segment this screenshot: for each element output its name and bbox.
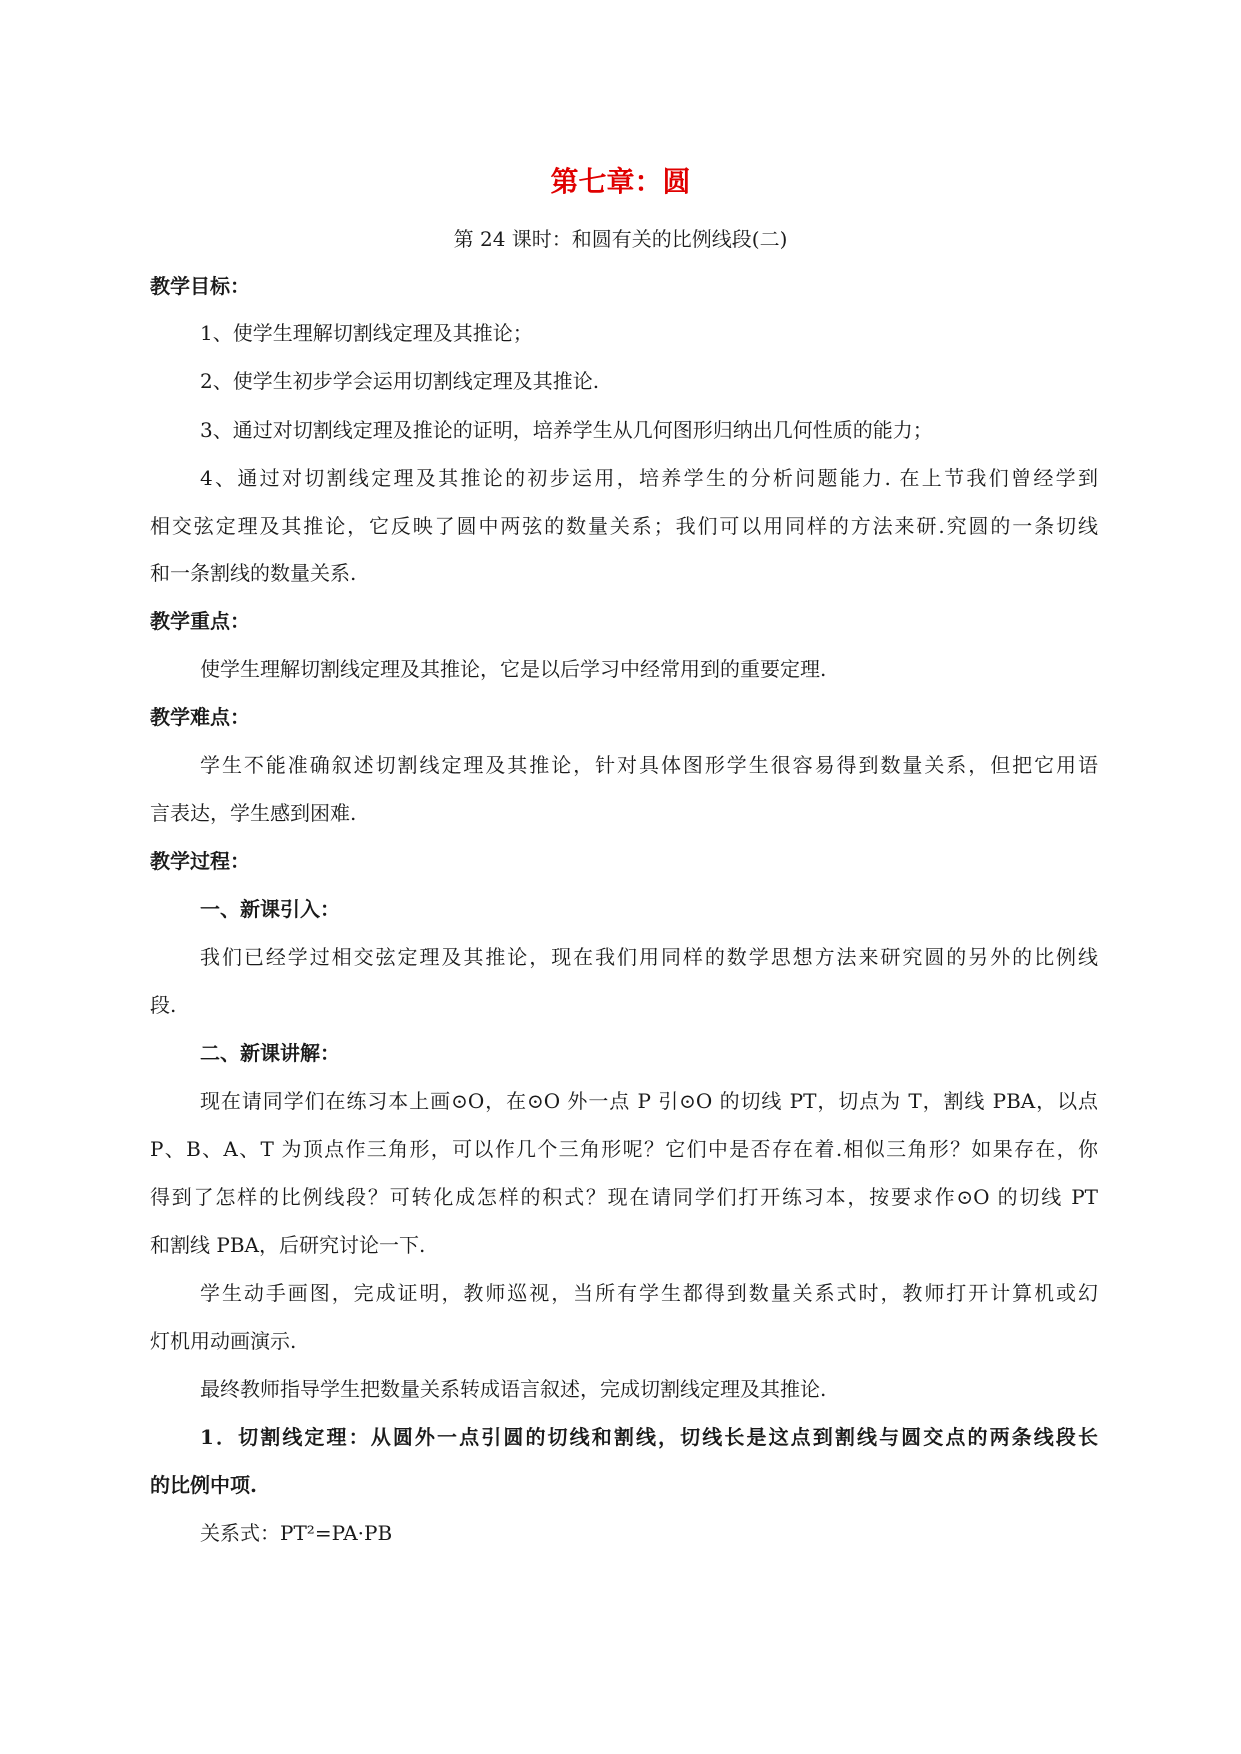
- objective-item: 3、通过对切割线定理及推论的证明，培养学生从几何图形归纳出几何性质的能力；: [200, 418, 933, 442]
- explanation-paragraph: 和割线 PBA，后研究讨论一下.: [150, 1233, 426, 1257]
- section-new-lesson-explanation-heading: 二、新课讲解：: [200, 1041, 340, 1065]
- difficulties-heading: 教学难点：: [150, 705, 250, 729]
- tangent-secant-theorem: 1．切割线定理：从圆外一点引圆的切线和割线，切线长是这点到割线与圆交点的两条线段长: [200, 1425, 1098, 1449]
- student-activity-text: 学生动手画图，完成证明，教师巡视，当所有学生都得到数量关系式时，教师打开计算机或幻: [200, 1281, 1098, 1305]
- objective-item-continued: 相交弦定理及其推论，它反映了圆中两弦的数量关系；我们可以用同样的方法来研.究圆的一条切线: [150, 514, 1098, 538]
- explanation-paragraph: P、B、A、T 为顶点作三角形，可以作几个三角形呢？它们中是否存在着.相似三角形？如果存在，你: [150, 1137, 1098, 1161]
- tangent-secant-theorem-continued: 的比例中项.: [150, 1473, 257, 1497]
- key-points-heading: 教学重点：: [150, 609, 250, 633]
- student-activity-text-continued: 灯机用动画演示.: [150, 1329, 297, 1353]
- difficulties-text: 学生不能准确叙述切割线定理及其推论，针对具体图形学生很容易得到数量关系，但把它用语: [200, 753, 1098, 777]
- teacher-guidance-text: 最终教师指导学生把数量关系转成语言叙述，完成切割线定理及其推论.: [200, 1377, 827, 1401]
- relation-formula: 关系式：PT²=PA·PB: [200, 1521, 393, 1545]
- explanation-paragraph: 得到了怎样的比例线段？可转化成怎样的积式？现在请同学们打开练习本，按要求作⊙O 的切线 PT: [150, 1185, 1098, 1209]
- difficulties-text-continued: 言表达，学生感到困难.: [150, 801, 357, 825]
- objective-item: 2、使学生初步学会运用切割线定理及其推论.: [200, 369, 600, 393]
- objective-item: 4、通过对切割线定理及其推论的初步运用，培养学生的分析问题能力. 在上节我们曾经学到: [200, 466, 1098, 490]
- explanation-paragraph: 现在请同学们在练习本上画⊙O，在⊙O 外一点 P 引⊙O 的切线 PT，切点为 T，割线 PBA，以点: [200, 1089, 1098, 1113]
- intro-text: 我们已经学过相交弦定理及其推论，现在我们用同样的数学思想方法来研究圆的另外的比例线: [200, 945, 1098, 969]
- objectives-heading: 教学目标：: [150, 274, 250, 298]
- intro-text-continued: 段.: [150, 993, 177, 1017]
- objective-item: 1、使学生理解切割线定理及其推论；: [200, 321, 533, 345]
- key-points-text: 使学生理解切割线定理及其推论，它是以后学习中经常用到的重要定理.: [200, 657, 827, 681]
- section-new-lesson-intro-heading: 一、新课引入：: [200, 897, 340, 921]
- objective-item-continued: 和一条割线的数量关系.: [150, 561, 357, 585]
- process-heading: 教学过程：: [150, 849, 250, 873]
- lesson-subtitle: 第 24 课时：和圆有关的比例线段(二): [453, 227, 788, 251]
- chapter-title: 第七章：圆: [550, 165, 691, 198]
